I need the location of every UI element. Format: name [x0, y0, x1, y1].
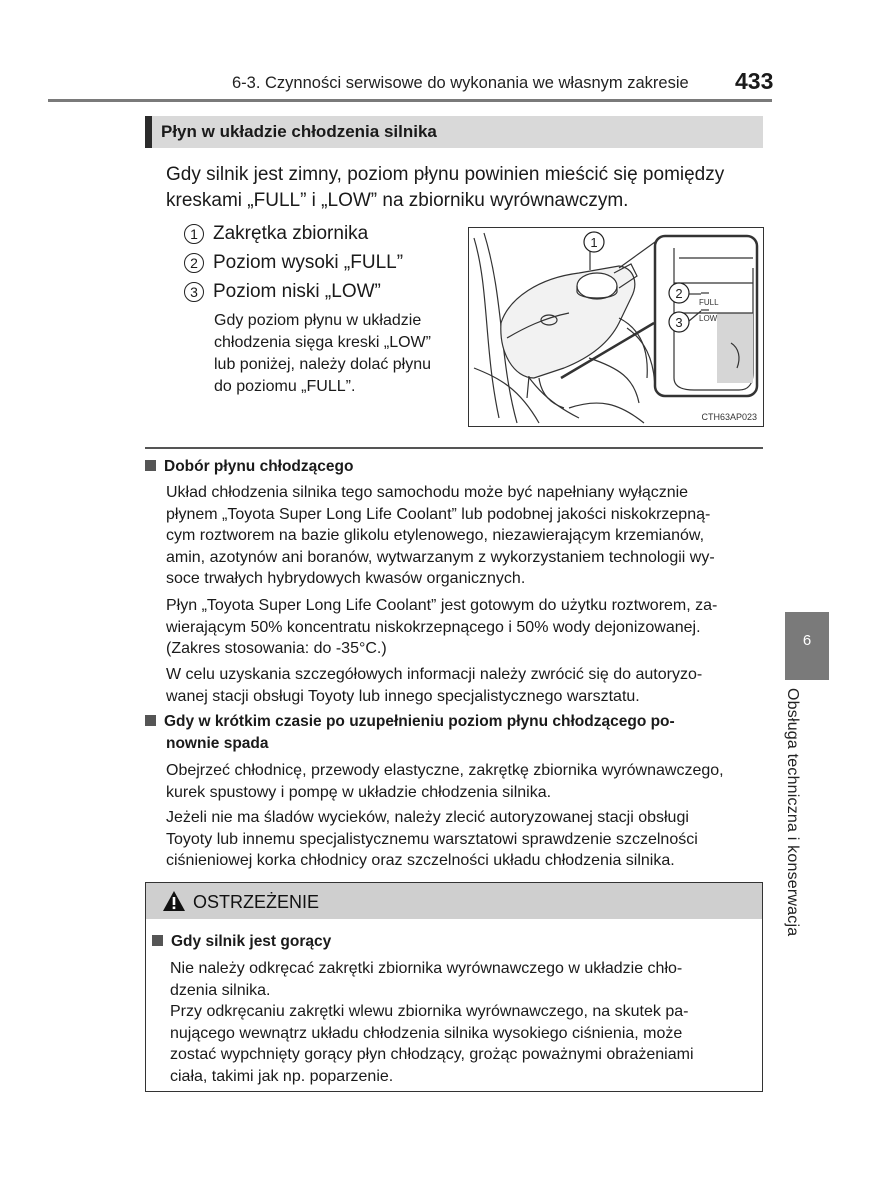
list-item-low: [184, 281, 381, 303]
text-line: Płyn „Toyota Super Long Life Coolant” jest gotowym do użytku roztworem, za-: [166, 597, 718, 614]
warning-header: [146, 883, 762, 919]
warning-paragraph-2: [170, 1001, 750, 1087]
text-line: wanej stacji obsługi Toyoty lub innego specjalistycznego warsztatu.: [166, 687, 640, 705]
text-line: Jeżeli nie ma śladów wycieków, należy zlecić autoryzowanej stacji obsługi: [166, 809, 689, 826]
number-badge: 1: [184, 224, 204, 244]
coolant-paragraph-1: [166, 482, 764, 590]
text-line: Toyoty lub innemu specjalistycznemu warsztatowi sprawdzenie szczelności: [166, 830, 698, 848]
coolant-paragraph-3: [166, 664, 764, 707]
coolant-heading: [145, 456, 353, 478]
section-title-marker: [145, 116, 152, 148]
text-line: cym roztworem na bazie glikolu etylenowego, niezawierającym krzemianów,: [166, 527, 705, 544]
warning-box: [145, 882, 763, 1092]
note-line: Gdy poziom płynu w układzie: [214, 312, 422, 329]
text-line: ciśnieniowej korka chłodnicy oraz szczelności układu chłodzenia silnika.: [166, 852, 675, 869]
list-item-cap: [184, 223, 368, 245]
level-drop-heading: [145, 711, 763, 755]
level-drop-paragraph-2: [166, 807, 764, 872]
number-badge: 3: [184, 282, 204, 302]
heading-line: Gdy w krótkim czasie po uzupełnieniu poziom płynu chłodzącego po-: [164, 713, 675, 730]
warning-title: OSTRZEŻENIE: [193, 892, 320, 912]
text-line: (Zakres stosowania: do -35°C.): [166, 640, 387, 657]
chapter-title: Obsługa techniczna i konserwacja: [784, 688, 801, 937]
square-bullet-icon: [145, 460, 156, 471]
figure-code: CTH63AP023: [701, 412, 757, 422]
text-line: W celu uzyskania szczegółowych informacji należy zwrócić się do autoryzo-: [166, 666, 703, 683]
intro-line: Gdy silnik jest zimny, poziom płynu powinien mieścić się pomiędzy: [166, 164, 725, 185]
intro-paragraph: [166, 162, 764, 214]
section-title: Płyn w układzie chłodzenia silnika: [161, 122, 437, 141]
square-bullet-icon: [152, 935, 163, 946]
text-line: Układ chłodzenia silnika tego samochodu może być napełniany wyłącznie: [166, 484, 689, 501]
warning-paragraph-1: [170, 958, 750, 1001]
hot-engine-heading: [152, 931, 331, 953]
intro-line: kreskami „FULL” i „LOW” na zbiorniku wyrównawczym.: [166, 190, 629, 211]
list-item-label: Poziom wysoki „FULL”: [213, 252, 404, 273]
callout-3-label: 3: [675, 315, 683, 330]
full-mark-label: FULL: [699, 298, 719, 307]
note-line: chłodzenia sięga kreski „LOW”: [214, 334, 431, 351]
list-item-label: Zakrętka zbiornika: [213, 223, 369, 244]
text-line: Obejrzeć chłodnicę, przewody elastyczne, zakrętkę zbiornika wyrównawczego,: [166, 762, 724, 779]
heading-line: nownie spada: [166, 735, 269, 752]
hot-engine-heading-text: Gdy silnik jest gorący: [171, 933, 332, 950]
reservoir-illustration: [468, 227, 764, 427]
coolant-heading-text: Dobór płynu chłodzącego: [164, 458, 354, 475]
coolant-paragraph-2: [166, 595, 764, 660]
note-line: lub poniżej, należy dolać płynu: [214, 356, 432, 373]
text-line: dzenia silnika.: [170, 981, 271, 999]
list-item-full: [184, 252, 403, 274]
callout-2-label: 2: [675, 286, 683, 301]
level-drop-paragraph-1: [166, 760, 764, 803]
low-mark-label: LOW: [699, 314, 718, 323]
chapter-title-vertical: [783, 688, 819, 958]
text-line: nującego wewnątrz układu chłodzenia silnika wysokiego ciśnienia, może: [170, 1024, 683, 1042]
text-line: Nie należy odkręcać zakrętki zbiornika wyrównawczego w układzie chło-: [170, 960, 683, 977]
note-line: do poziomu „FULL”.: [214, 378, 356, 395]
text-line: płynem „Toyota Super Long Life Coolant” lub podobnej jakości niskokrzepną-: [166, 505, 711, 523]
square-bullet-icon: [145, 715, 156, 726]
text-line: Przy odkręcaniu zakrętki wlewu zbiornika wyrównawczego, na skutek pa-: [170, 1003, 689, 1020]
text-line: wierającym 50% koncentratu niskokrzepnącego i 50% wody dejonizowanej.: [166, 618, 701, 636]
text-line: kurek spustowy i pompę w układzie chłodzenia silnika.: [166, 783, 552, 801]
running-header: 6-3. Czynności serwisowe do wykonania we własnym zakresie: [232, 74, 689, 92]
text-line: soce trwałych hybrydowych kwasów organicznych.: [166, 570, 526, 587]
section-divider: [145, 447, 763, 449]
text-line: ciała, takimi jak np. poparzenie.: [170, 1067, 394, 1085]
engine-bay-drawing: [469, 228, 762, 425]
low-level-note: [214, 310, 454, 398]
header-rule: [48, 99, 772, 102]
text-line: amin, azotynów ani boranów, wytwarzanym z wykorzystaniem technologii wy-: [166, 548, 715, 566]
callout-1-label: 1: [590, 235, 598, 250]
text-line: zostać wypchnięty gorący płyn chłodzący, grożąc poważnymi obrażeniami: [170, 1046, 694, 1063]
number-badge: 2: [184, 253, 204, 273]
warning-triangle-icon: [162, 890, 186, 912]
chapter-number: 6: [802, 632, 812, 649]
list-item-label: Poziom niski „LOW”: [213, 281, 381, 302]
page-number: 433: [735, 68, 774, 94]
